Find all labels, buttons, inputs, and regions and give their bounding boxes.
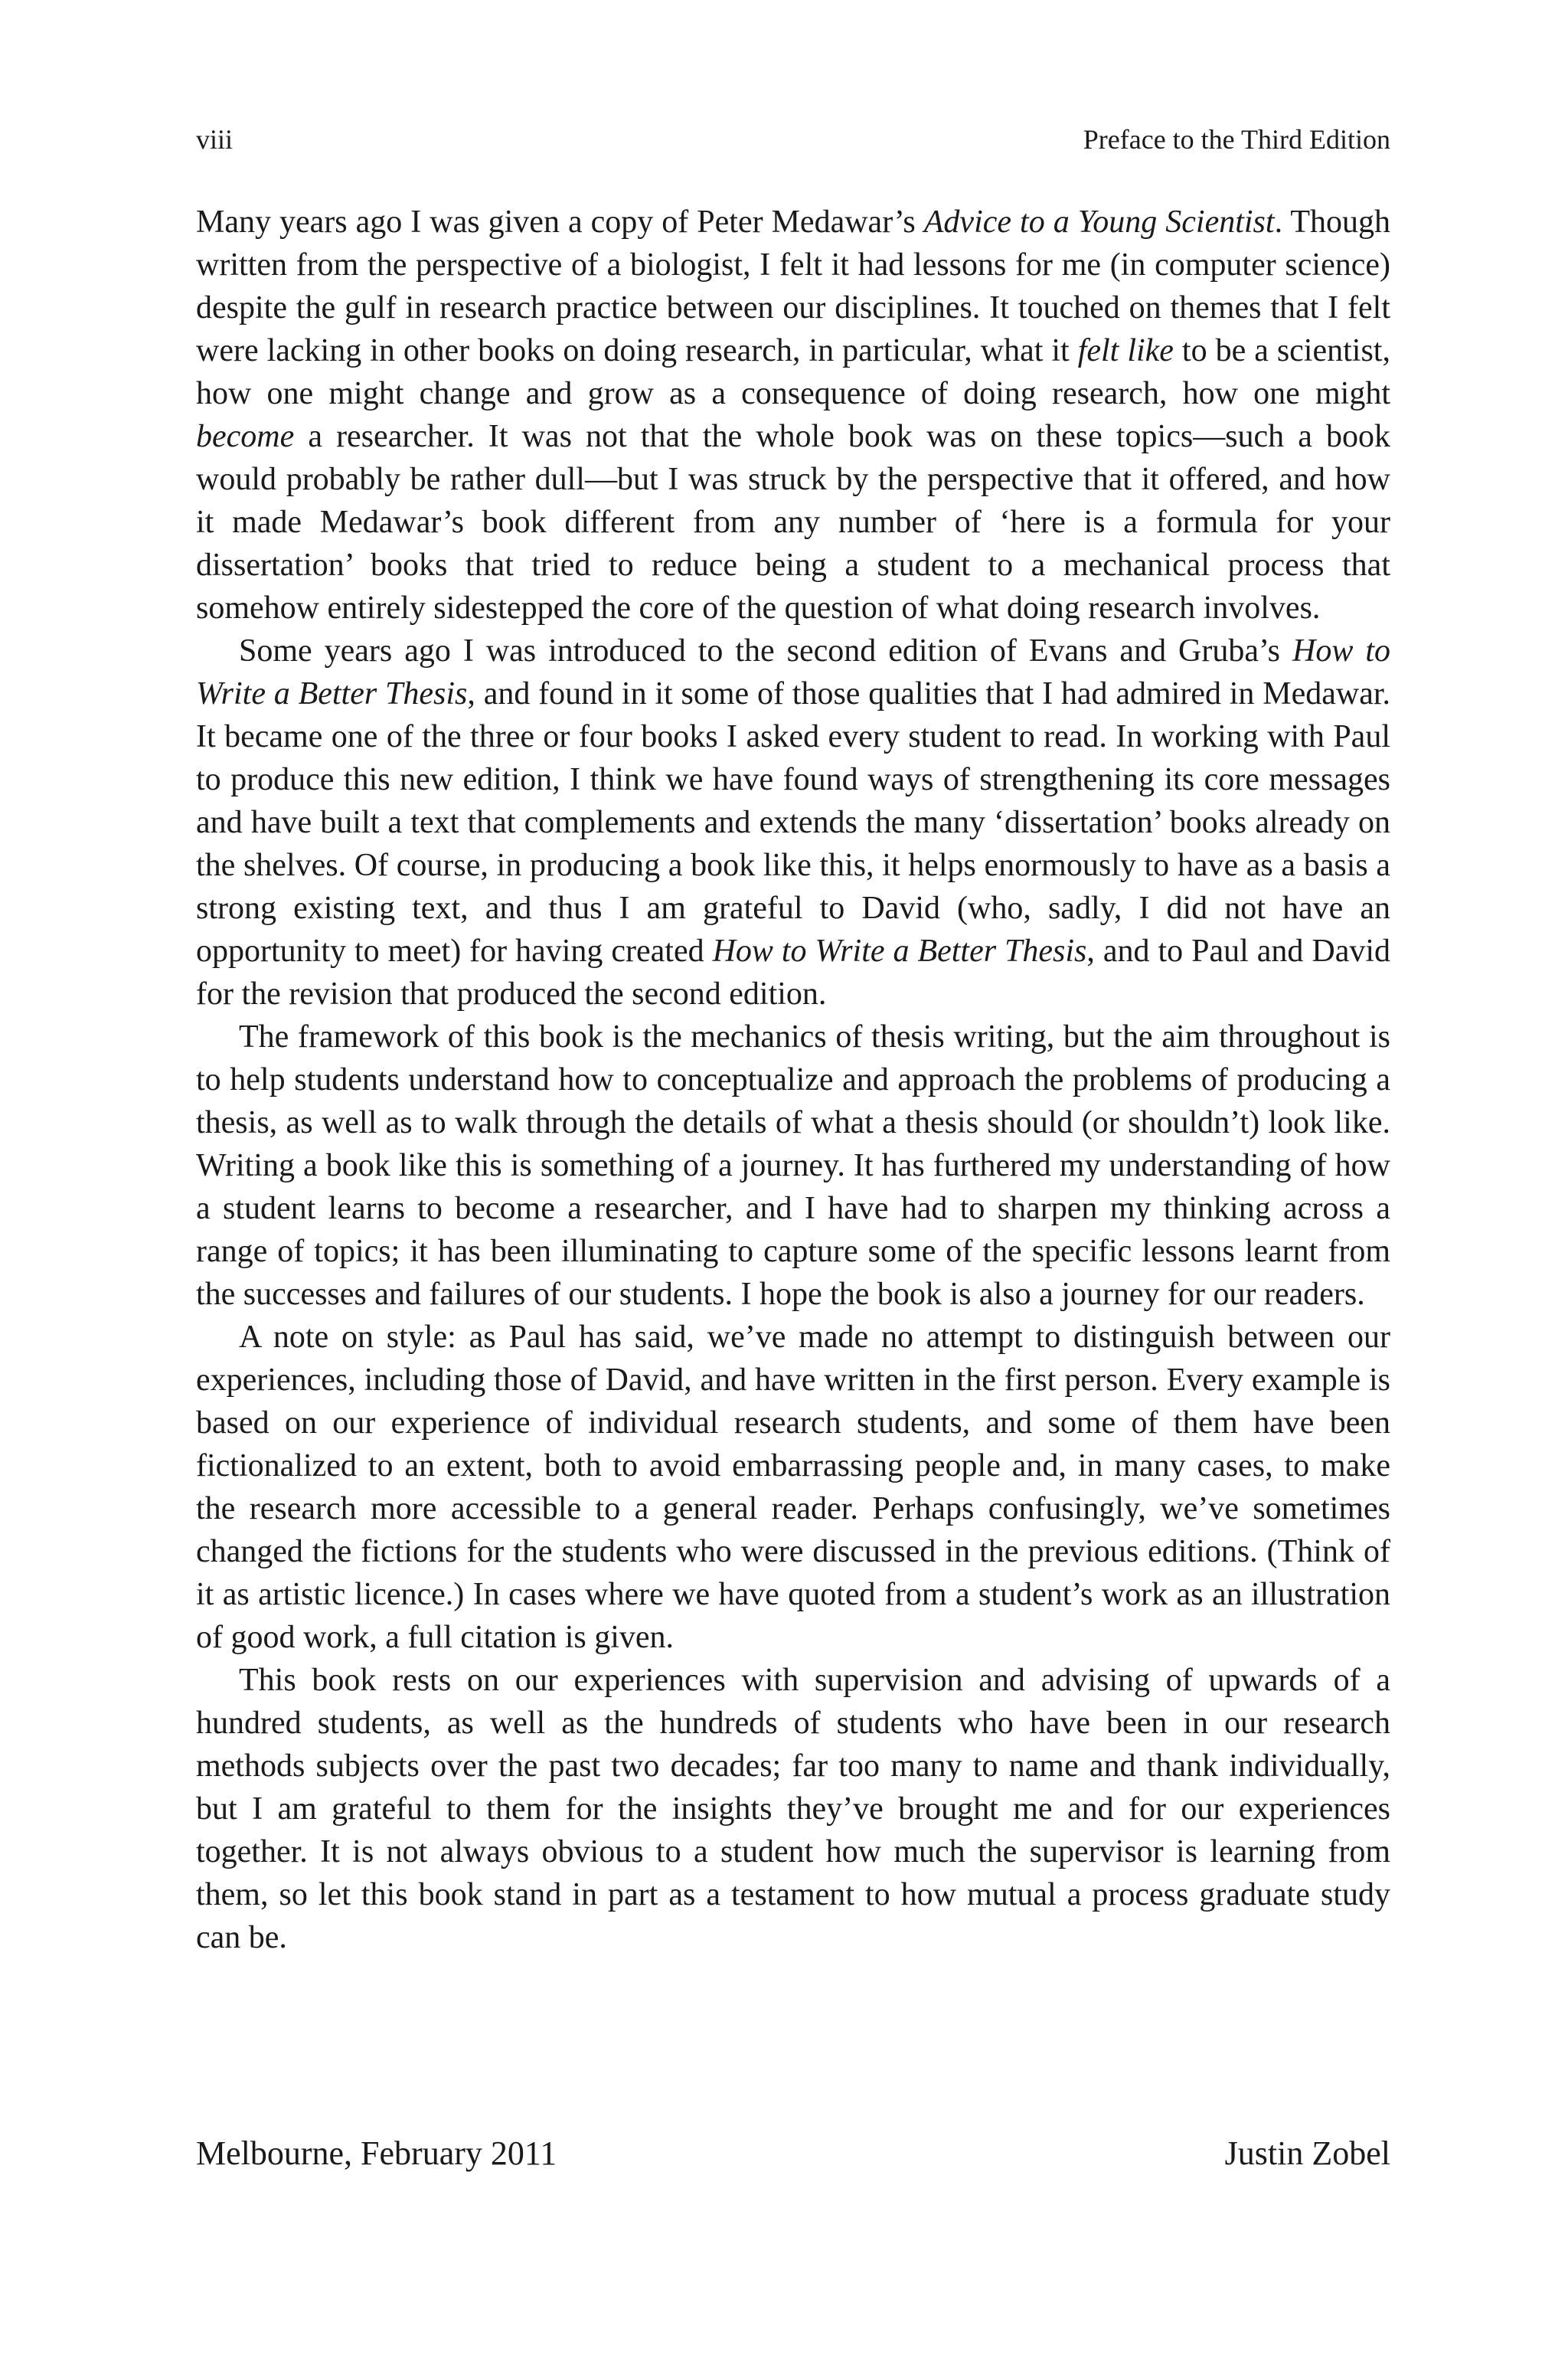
text-run: Many years ago I was given a copy of Peter Medawar’s bbox=[196, 204, 924, 240]
text-run: , and found in it some of those qualities that I had admired in Medawar. It became one of the three or four books I asked every student to read. In working with Paul to produce this new edition, I think we have found ways of strengthening its core messages and have built a text that complements and extends the many ‘dissertation’ books already on the shelves. Of course, in producing a book like this, it helps enormously to have as a basis a strong existing text, and thus I am grateful to David (who, sadly, I did not have an opportunity to meet) for having created bbox=[196, 676, 1390, 969]
paragraph bbox=[196, 1659, 1390, 1959]
italic-text: become bbox=[196, 419, 295, 454]
text-run: . Though written from the perspective of a biologist, I felt it had lessons for me (in computer science) despite the gulf in research practice between our disciplines. It touched on themes that I felt were lacking in other books on doing research, in particular, what it bbox=[196, 204, 1390, 368]
italic-text: How to Write a Better Thesis bbox=[196, 633, 1390, 711]
text-run: A note on style: as Paul has said, we’ve made no attempt to distinguish between our experiences, including those of David, and have written in the first person. Every example is based on our experience of individual research students, and some of them have been fictionalized to an extent, both to avoid embarrassing people and, in many cases, to make the research more accessible to a general reader. Perhaps confusingly, we’ve sometimes changed the fictions for the students who were discussed in the previous editions. (Think of it as artistic licence.) In cases where we have quoted from a student’s work as an illustration of good work, a full citation is given. bbox=[196, 1320, 1390, 1655]
paragraph bbox=[196, 1016, 1390, 1316]
paragraph bbox=[196, 1316, 1390, 1659]
section-title: Preface to the Third Edition bbox=[1083, 124, 1390, 155]
running-head bbox=[196, 123, 1390, 156]
text-run: This book rests on our experiences with supervision and advising of upwards of a hundred students, as well as the hundreds of students who have been in our research methods subjects over the past two decades; far too many to name and thank individually, but I am grateful to them for the insights they’ve brought me and for our experiences together. It is not always obvious to a student how much the supervisor is learning from them, so let this book stand in part as a testament to how mutual a process graduate study can be. bbox=[196, 1663, 1390, 1955]
paragraph bbox=[196, 630, 1390, 1016]
text-run: to be a scientist, how one might change and grow as a consequence of doing research, how one might bbox=[196, 333, 1390, 411]
text-run: a researcher. It was not that the whole book was on these topics—such a book would probably be rather dull—but I was struck by the perspective that it offered, and how it made Medawar’s book different from any number of ‘here is a formula for your dissertation’ books that tried to reduce being a student to a mechanical process that somehow entirely sidestepped the core of the question of what doing research involves. bbox=[196, 419, 1390, 626]
signoff bbox=[196, 2132, 1390, 2175]
text-run: The framework of this book is the mechanics of thesis writing, but the aim throughout is to help students understand how to conceptualize and approach the problems of producing a thesis, as well as to walk through the details of what a thesis should (or shouldn’t) look like. Writing a book like this is something of a journey. It has furthered my understanding of how a student learns to become a researcher, and I have had to sharpen my thinking across a range of topics; it has been illuminating to capture some of the specific lessons learnt from the successes and failures of our students. I hope the book is also a journey for our readers. bbox=[196, 1019, 1390, 1312]
body-text bbox=[196, 201, 1390, 1959]
page-number: viii bbox=[196, 124, 234, 155]
italic-text: Advice to a Young Scientist bbox=[923, 204, 1275, 240]
author-name: Justin Zobel bbox=[1224, 2134, 1390, 2172]
paragraph bbox=[196, 201, 1390, 630]
italic-text: felt like bbox=[1077, 333, 1174, 368]
italic-text: How to Write a Better Thesis bbox=[712, 934, 1087, 969]
place-date: Melbourne, February 2011 bbox=[196, 2134, 557, 2172]
text-run: , and to Paul and David for the revision that produced the second edition. bbox=[196, 934, 1390, 1012]
text-run: Some years ago I was introduced to the second edition of Evans and Gruba’s bbox=[239, 633, 1292, 669]
